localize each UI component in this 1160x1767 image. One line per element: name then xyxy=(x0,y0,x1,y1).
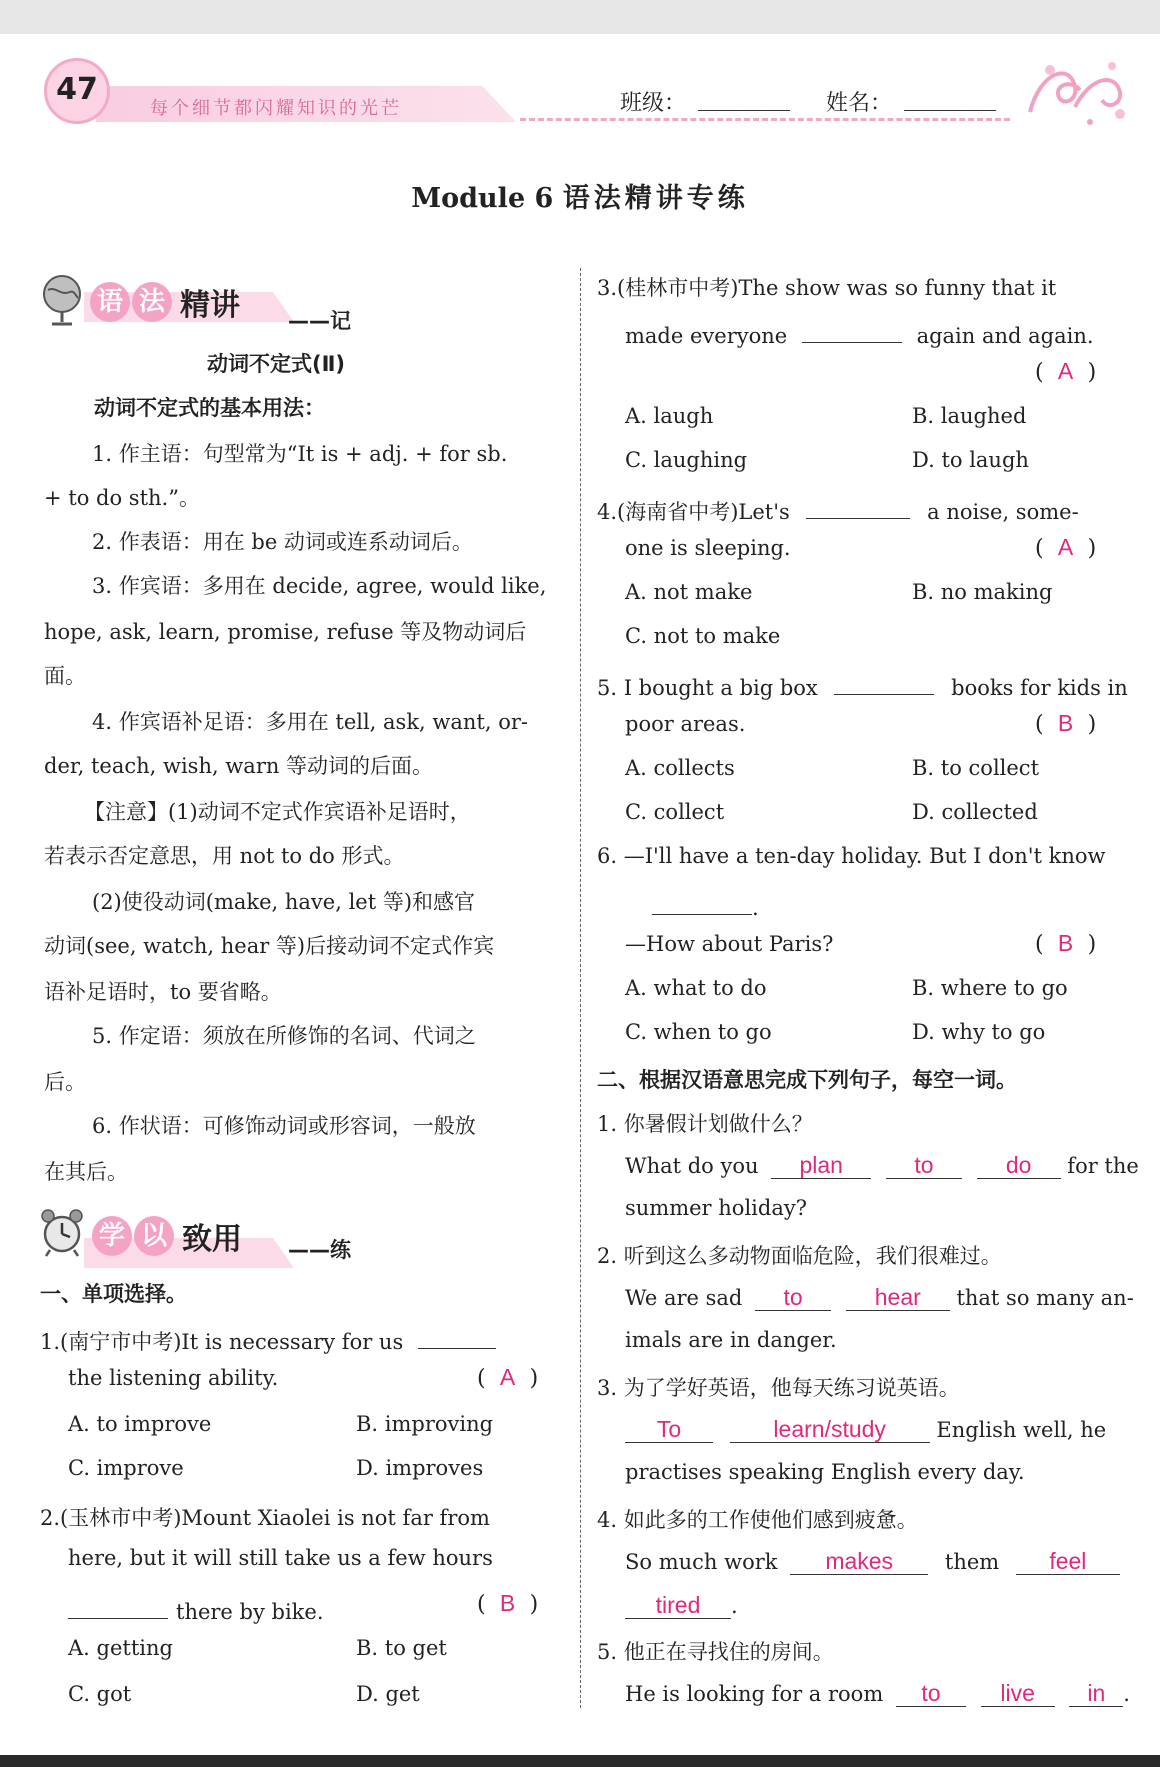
grammar-line: 1. 作主语：句型常为“It is + adj. + for sb. xyxy=(92,442,508,466)
fill4-answer: makes xyxy=(825,1548,894,1574)
fill1-line2: summer holiday? xyxy=(625,1196,807,1220)
practice-tag: ——练 xyxy=(288,1238,351,1262)
q6-answer-box: ( B ) xyxy=(1035,930,1097,957)
alarm-clock-icon xyxy=(38,1206,86,1258)
fill2-text-end: that so many an- xyxy=(956,1286,1134,1310)
grammar-line: 面。 xyxy=(44,664,86,688)
fill4-text-mid: them xyxy=(944,1550,1000,1574)
grammar-line: + to do sth.”。 xyxy=(44,486,200,510)
fill1-blank[interactable] xyxy=(771,1152,871,1179)
fill5-blank[interactable] xyxy=(896,1680,966,1707)
fill3-blank[interactable] xyxy=(730,1416,930,1443)
q5-option[interactable]: D. collected xyxy=(912,800,1038,824)
fill1-blank[interactable] xyxy=(977,1152,1061,1179)
fill3-blank[interactable] xyxy=(625,1416,713,1443)
fill3-answer: learn/study xyxy=(773,1416,886,1442)
q6-line3: —How about Paris? xyxy=(625,932,834,956)
q3-blank[interactable] xyxy=(802,316,902,343)
class-label: 班级： xyxy=(620,91,687,116)
fill5-sentence xyxy=(625,1680,1130,1707)
fill4-chinese: 4. 如此多的工作使他们感到疲惫。 xyxy=(597,1508,918,1532)
q2-stem: 2.(玉林市中考)Mount Xiaolei is not far from xyxy=(40,1506,490,1530)
grammar-line: 后。 xyxy=(44,1070,86,1094)
fill2-blank[interactable] xyxy=(755,1284,831,1311)
q5-answer-box: ( B ) xyxy=(1035,710,1097,737)
q4-answer-box: ( A ) xyxy=(1035,534,1097,561)
fill1-answer: to xyxy=(914,1152,934,1178)
fill2-text: We are sad xyxy=(625,1286,743,1310)
q3-option[interactable]: D. to laugh xyxy=(912,448,1029,472)
fill5-text: He is looking for a room xyxy=(625,1682,884,1706)
q2-blank[interactable] xyxy=(68,1592,168,1619)
fill3-answer: To xyxy=(656,1416,682,1442)
title-subtitle: 语法精讲专练 xyxy=(562,183,749,214)
fill1-text-end: for the xyxy=(1067,1154,1139,1178)
q4-option[interactable]: B. no making xyxy=(912,580,1053,604)
q4-stem xyxy=(597,492,1079,526)
q1-option[interactable]: C. improve xyxy=(68,1456,184,1480)
q5-line2: poor areas. xyxy=(625,712,746,736)
q6-stem: 6. —I'll have a ten-day holiday. But I don't know xyxy=(597,844,1106,868)
q6-option[interactable]: D. why to go xyxy=(912,1020,1046,1044)
grammar-badge-1: 语 xyxy=(90,282,130,322)
fill5-answer: to xyxy=(921,1680,941,1706)
fill4-blank[interactable] xyxy=(625,1592,731,1619)
class-field[interactable] xyxy=(698,110,790,111)
section-2-heading: 二、根据汉语意思完成下列句子，每空一词。 xyxy=(597,1068,1017,1092)
q4-line2: one is sleeping. xyxy=(625,536,791,560)
fill4-sentence xyxy=(625,1548,1120,1575)
q2-option[interactable]: D. get xyxy=(356,1682,420,1706)
q2-option[interactable]: A. getting xyxy=(68,1636,173,1660)
q3-stem: 3.(桂林市中考)The show was so funny that it xyxy=(597,276,1057,300)
grammar-line: 若表示否定意思，用 not to do 形式。 xyxy=(44,844,405,868)
q6-line2 xyxy=(652,888,759,920)
grammar-line: 4. 作宾语补足语：多用在 tell, ask, want, or- xyxy=(92,710,528,734)
q3-answer-box: ( A ) xyxy=(1035,358,1097,385)
fill4-blank[interactable] xyxy=(1016,1548,1120,1575)
q6-option[interactable]: A. what to do xyxy=(625,976,767,1000)
grammar-intro: 动词不定式的基本用法： xyxy=(94,396,325,420)
fill2-chinese: 2. 听到这么多动物面临危险，我们很难过。 xyxy=(597,1244,1002,1268)
header-dashed-line xyxy=(520,118,1010,121)
q4-option[interactable]: C. not to make xyxy=(625,624,781,648)
fill4-line2 xyxy=(625,1592,738,1619)
q4-option[interactable]: A. not make xyxy=(625,580,753,604)
column-divider xyxy=(580,268,581,1708)
q2-option[interactable]: C. got xyxy=(68,1682,132,1706)
q2-answer-box: ( B ) xyxy=(477,1590,539,1617)
q4-blank[interactable] xyxy=(806,492,910,519)
fill5-blank[interactable] xyxy=(981,1680,1055,1707)
q2-option[interactable]: B. to get xyxy=(356,1636,447,1660)
q6-answer: B xyxy=(1057,930,1074,956)
q2-line2: here, but it will still take us a few hours xyxy=(68,1546,493,1570)
fill1-text: What do you xyxy=(625,1154,759,1178)
q3-option[interactable]: C. laughing xyxy=(625,448,748,472)
q5-text-end: books for kids in xyxy=(951,676,1128,700)
fill4-blank[interactable] xyxy=(790,1548,928,1575)
fill4-text-end: . xyxy=(731,1594,738,1618)
fill4-answer: feel xyxy=(1049,1548,1087,1574)
fill1-answer: do xyxy=(1005,1152,1032,1178)
q3-line2 xyxy=(625,316,1094,348)
q5-option[interactable]: C. collect xyxy=(625,800,725,824)
q5-option[interactable]: A. collects xyxy=(625,756,735,780)
flourish-icon xyxy=(1020,52,1130,132)
q5-text: 5. I bought a big box xyxy=(597,676,818,700)
page-title xyxy=(0,176,1160,215)
fill5-answer: in xyxy=(1087,1680,1106,1706)
q1-blank[interactable] xyxy=(418,1322,496,1349)
q1-option[interactable]: B. improving xyxy=(356,1412,494,1436)
fill3-text-end: English well, he xyxy=(936,1418,1107,1442)
q5-option[interactable]: B. to collect xyxy=(912,756,1040,780)
grammar-line: (2)使役动词(make, have, let 等)和感官 xyxy=(92,890,476,914)
fill1-answer: plan xyxy=(799,1152,843,1178)
name-field[interactable] xyxy=(904,110,996,111)
fill4-text: So much work xyxy=(625,1550,778,1574)
fill4-answer: tired xyxy=(655,1592,701,1618)
grammar-heading-text: 精讲 xyxy=(180,288,240,323)
q3-text-end: again and again. xyxy=(916,324,1094,348)
fill3-chinese: 3. 为了学好英语，他每天练习说英语。 xyxy=(597,1376,960,1400)
q6-option[interactable]: C. when to go xyxy=(625,1020,772,1044)
q2-answer: B xyxy=(499,1590,516,1616)
name-label: 姓名： xyxy=(826,91,893,116)
grammar-line: der, teach, wish, warn 等动词的后面。 xyxy=(44,754,434,778)
q4-text: 4.(海南省中考)Let's xyxy=(597,500,790,524)
q1-answer: A xyxy=(499,1364,516,1390)
fill1-sentence xyxy=(625,1152,1139,1179)
fill5-text-end: . xyxy=(1123,1682,1130,1706)
bottom-margin xyxy=(0,1755,1160,1767)
grammar-line: 动词(see, watch, hear 等)后接动词不定式作宾 xyxy=(44,934,495,958)
fill5-blank[interactable] xyxy=(1069,1680,1123,1707)
q3-option[interactable]: B. laughed xyxy=(912,404,1027,428)
top-margin xyxy=(0,0,1160,34)
fill1-blank[interactable] xyxy=(886,1152,962,1179)
q3-option[interactable]: A. laugh xyxy=(625,404,714,428)
practice-heading-text: 致用 xyxy=(182,1222,242,1257)
grammar-line: 在其后。 xyxy=(44,1160,128,1184)
q4-answer: A xyxy=(1057,534,1074,560)
q5-answer: B xyxy=(1057,710,1074,736)
grammar-heading xyxy=(90,280,240,324)
fill5-chinese: 5. 他正在寻找住的房间。 xyxy=(597,1640,834,1664)
q5-blank[interactable] xyxy=(834,668,934,695)
grammar-line: 5. 作定语：须放在所修饰的名词、代词之 xyxy=(92,1024,476,1048)
practice-badge-2: 以 xyxy=(134,1216,174,1256)
q4-text-end: a noise, some- xyxy=(927,500,1079,524)
q1-line2: the listening ability. xyxy=(68,1366,279,1390)
q1-stem xyxy=(40,1322,496,1356)
globe-icon xyxy=(40,272,84,328)
practice-heading xyxy=(92,1214,242,1258)
q6-blank[interactable] xyxy=(652,888,752,915)
grammar-line: 3. 作宾语：多用在 decide, agree, would like, xyxy=(92,574,547,598)
grammar-tag: ——记 xyxy=(288,309,351,333)
grammar-line: 语补足语时，to 要省略。 xyxy=(44,980,282,1004)
q6-text: . xyxy=(752,896,759,920)
grammar-line: 6. 作状语：可修饰动词或形容词，一般放 xyxy=(92,1114,476,1138)
q1-text: 1.(南宁市中考)It is necessary for us xyxy=(40,1330,404,1354)
fill1-chinese: 1. 你暑假计划做什么？ xyxy=(597,1112,813,1136)
fill2-answer: hear xyxy=(874,1284,921,1310)
q1-option[interactable]: A. to improve xyxy=(68,1412,212,1436)
fill2-answer: to xyxy=(783,1284,803,1310)
q2-text: there by bike. xyxy=(176,1600,324,1624)
fill2-sentence xyxy=(625,1284,1134,1311)
q3-answer: A xyxy=(1057,358,1074,384)
q2-line3 xyxy=(68,1592,324,1624)
fill2-line2: imals are in danger. xyxy=(625,1328,837,1352)
q1-answer-box: ( A ) xyxy=(477,1364,539,1391)
section-1-heading: 一、单项选择。 xyxy=(40,1282,187,1306)
grammar-line: hope, ask, learn, promise, refuse 等及物动词后 xyxy=(44,620,527,644)
grammar-line: 2. 作表语：用在 be 动词或连系动词后。 xyxy=(92,530,473,554)
fill3-sentence xyxy=(625,1416,1106,1443)
q3-text: made everyone xyxy=(625,324,788,348)
page-number: 47 xyxy=(44,58,110,124)
q6-option[interactable]: B. where to go xyxy=(912,976,1068,1000)
grammar-topic: 动词不定式(Ⅱ) xyxy=(207,352,346,376)
practice-badge-1: 学 xyxy=(92,1216,132,1256)
title-module: Module 6 xyxy=(411,183,554,214)
grammar-badge-2: 法 xyxy=(132,282,172,322)
q5-stem xyxy=(597,668,1128,700)
grammar-note: 【注意】(1)动词不定式作宾语补足语时， xyxy=(84,800,471,824)
q1-option[interactable]: D. improves xyxy=(356,1456,484,1480)
fill5-answer: live xyxy=(1000,1680,1035,1706)
fill2-blank[interactable] xyxy=(846,1284,950,1311)
fill3-line2: practises speaking English every day. xyxy=(625,1460,1025,1484)
motto: 每个细节都闪耀知识的光芒 xyxy=(150,98,402,119)
